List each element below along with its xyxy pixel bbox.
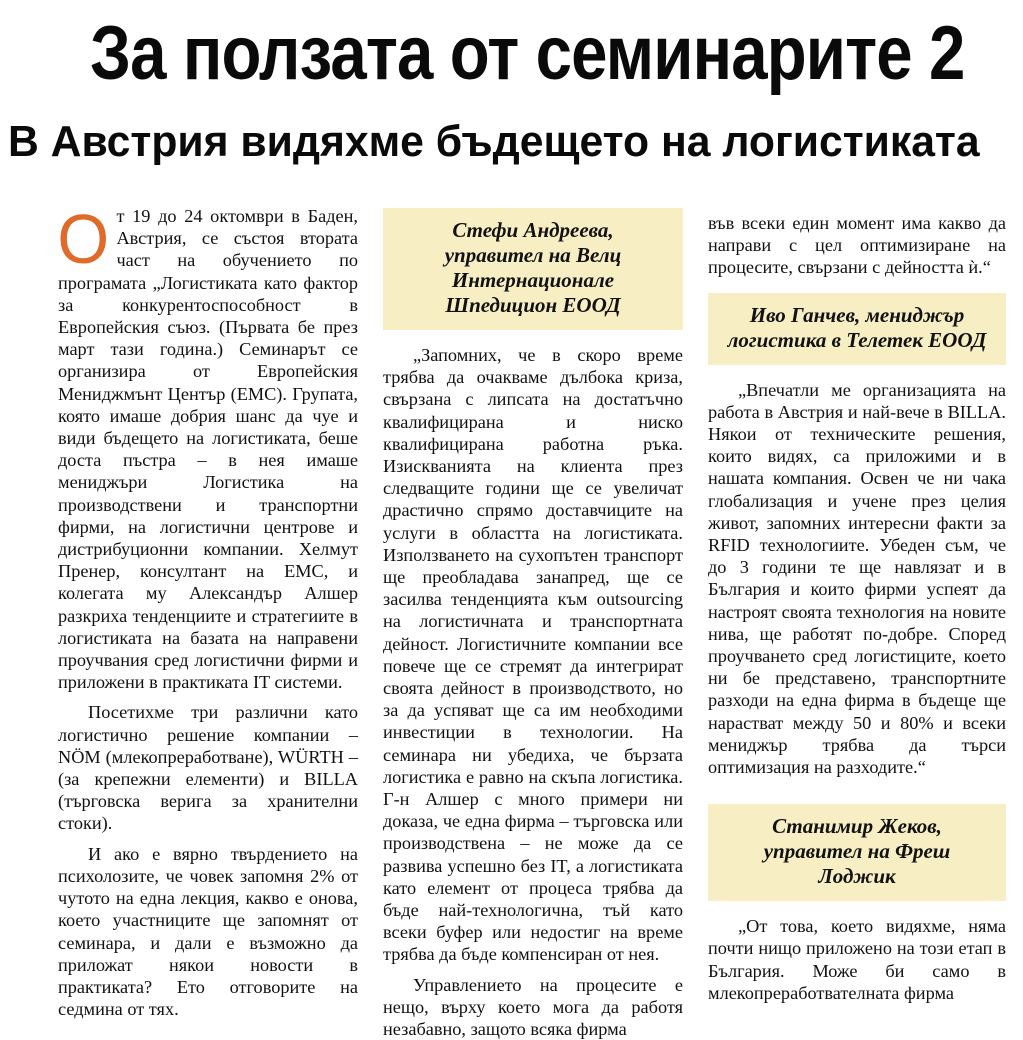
intro-text: т 19 до 24 октомври в Баден, Австрия, се състоя втората част на обучението по програмата „Логистиката като фактор за конкурентоспособност в Европейския съюз. (Първата бе през март тази година.) Семинарът се организира от Европейския Мениджмънт Център (ЕМС). Групата, която имаше добрия шанс да чуе и види бъдещето на логистиката, беше доста пъстра – в нея имаше мениджъри Логистика на производствени и транспортни фирми, на логистични центрове и дистрибуционни компании. Хелмут Пренер, консултант на ЕМС, и колегата му Александър Алшер разкриха тенденциите и стратегиите в логистиката на базата на направени проучвания сред логистични фирми и приложени в практиката IT системи. (58, 206, 358, 693)
interviewee-name: Стефи Андреева, (452, 218, 614, 242)
column-3 (708, 212, 1006, 1004)
andreeva-quote-continued: Управлението на процесите е нещо, върху което мога да работя незабавно, защото всяка фирма (383, 974, 683, 1040)
interviewee-company-line2: Шпедицион ЕООД (445, 293, 621, 317)
question-paragraph: И ако е вярно твърдението на психолозите, че човек запомня 2% от чутото на една лекция, какво е онова, което участниците ще запомнят от семинара, и дали е възможно да приложат някои новости в практиката? Ето отговорите на седмина от тях. (58, 843, 358, 1020)
interviewee-box-andreeva (383, 208, 683, 330)
column-2 (383, 208, 683, 1040)
interviewee-company: Лоджик (818, 864, 896, 889)
ganchev-quote: „Впечатли ме организацията на работа в Австрия и най-вече в BILLA. Някои от техническите решения, които видях, са приложими и в нашата компания. Освен че ни чака глобализация и учене през целия живот, запомних интересни факти за RFID технологиите. Убеден съм, че до 3 години те ще навлязат и в България и които фирми успеят да настроят своята технология на новите нива, ще работят по-добре. Според проучването сред логистиците, което ни бе представено, транспортните разходи на една фирма в бъдеще ще нарастват между 50 и 80% и всеки мениджър трябва да търси оптимизация на разходите.“ (708, 379, 1006, 778)
interviewee-name: Станимир Жеков, (772, 814, 942, 839)
zhekov-quote: „От това, което видяхме, няма почти нищо приложено на този етап в България. Може би само в млекопреработвателната фирма (708, 916, 1006, 1003)
interviewee-name: Иво Ганчев, мениджър (749, 302, 965, 327)
article-title: За ползата от семинарите 2 (90, 11, 965, 96)
intro-paragraph (57, 200, 358, 693)
interviewee-box-ganchev (708, 293, 1006, 365)
interviewee-role: управител на Фреш (763, 839, 951, 864)
interviewee-box-zhekov (708, 804, 1006, 901)
column-1 (57, 200, 358, 1020)
article-subtitle: В Австрия видяхме бъдещето на логистиката (8, 117, 980, 166)
companies-paragraph: Посетихме три различни като логистично решение компании – NÖM (млекопреработване), WÜRTH – (за крепежни елементи) и BILLA (търговска верига за хранителни стоки). (58, 702, 358, 834)
interviewee-role: логистика в Телетек ЕООД (727, 327, 987, 352)
interviewee-role: управител на Велц (444, 243, 622, 267)
drop-cap: О (57, 200, 110, 278)
andreeva-quote: „Запомних, че в скоро време трябва да очакваме дълбока криза, свързана с липсата на достатъчно квалифицирана и ниско квалифицирана работна ръка. Изискванията на клиента през следващите години ще се увеличат драстично спрямо доставчиците на услуги в областта на логистиката. Използването на сухопътен транспорт ще преобладава занапред, ще се засилва тенденцията към outsourcing на логистичната и транспортната дейност. Логистичните компании все повече ще се стремят да интегрират своята дейност в производството, но за да успяват ще са им необходими инвестиции в технологии. На семинара ни убедиха, че бързата логистика е равно на скъпа логистика. Г-н Алшер с много примери ни доказа, че една фирма – търговска или производствена – не може да се развива успешно без IT, а логистиката като елемент от процеса трябва да бъде най-технологична, тъй като всеки буфер или недостиг на време трябва да бъде компенсиран от нея. (383, 345, 683, 965)
andreeva-quote-end: във всеки един момент има какво да направи с цел оптимизиране на процесите, свързани с дейността ѝ.“ (708, 213, 1006, 278)
interviewee-company-line1: Интернационале (451, 268, 615, 292)
